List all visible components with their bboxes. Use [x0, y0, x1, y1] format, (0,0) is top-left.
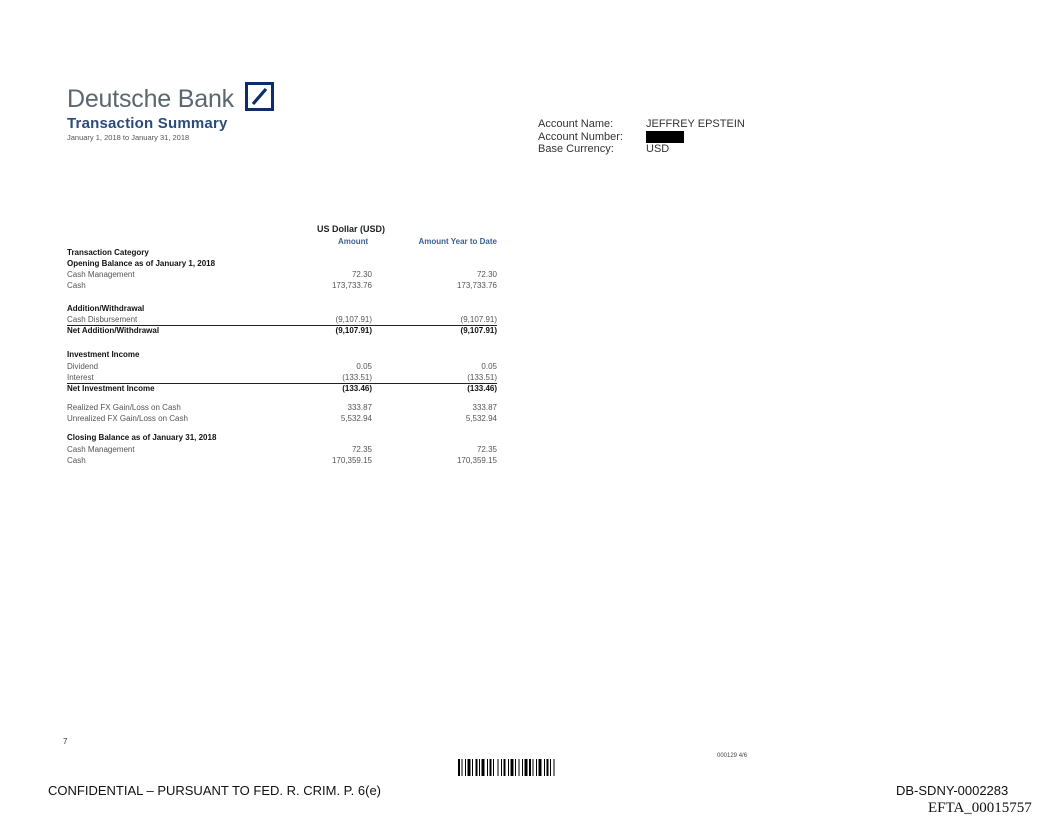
column-header-amount: Amount: [338, 237, 369, 246]
row-label: Cash Disbursement: [67, 315, 138, 324]
deutsche-bank-slash-logo-icon: [245, 82, 274, 111]
brand-name: Deutsche Bank: [67, 85, 234, 113]
row-label: Realized FX Gain/Loss on Cash: [67, 403, 181, 412]
statement-period: January 1, 2018 to January 31, 2018: [67, 133, 190, 142]
efta-number: EFTA_00015757: [928, 800, 1032, 816]
row-ytd: 170,359.15: [456, 456, 497, 465]
row-ytd: 0.05: [481, 362, 497, 371]
barcode-icon: [458, 759, 613, 776]
account-name-label: Account Name:: [538, 118, 614, 130]
table-row: [67, 326, 497, 336]
row-amount: 170,359.15: [331, 456, 372, 465]
row-label: Addition/Withdrawal: [67, 304, 145, 313]
account-info: [538, 118, 745, 156]
bates-number: DB-SDNY-0002283: [896, 783, 1009, 798]
row-amount: 72.35: [351, 445, 372, 454]
row-ytd: 72.30: [476, 270, 497, 279]
column-header-ytd: Amount Year to Date: [418, 237, 497, 246]
row-label: Unrealized FX Gain/Loss on Cash: [67, 414, 188, 423]
row-label: Investment Income: [67, 350, 140, 359]
row-ytd: 5,532.94: [465, 414, 497, 423]
row-label: Dividend: [67, 362, 99, 371]
table-row: [67, 304, 497, 314]
row-ytd: 333.87: [472, 403, 497, 412]
document-title: Transaction Summary: [67, 115, 228, 132]
table-row: [67, 373, 497, 383]
row-amount: 333.87: [347, 403, 372, 412]
account-number-row: [538, 131, 745, 144]
account-number-label: Account Number:: [538, 130, 623, 143]
table-row: [67, 433, 497, 443]
row-amount: (133.51): [342, 373, 372, 382]
table-row: [67, 403, 497, 413]
table-row: [67, 414, 497, 424]
row-ytd: (9,107.91): [460, 326, 497, 335]
row-label: Cash: [67, 456, 86, 465]
table-row: [67, 384, 497, 394]
table-row: [67, 270, 497, 280]
table-row: [67, 350, 497, 360]
confidential-notice: CONFIDENTIAL – PURSUANT TO FED. R. CRIM. P. 6(e): [48, 783, 382, 798]
row-amount: (133.46): [342, 384, 372, 393]
row-ytd: 72.35: [476, 445, 497, 454]
currency-header: US Dollar (USD): [317, 224, 386, 234]
row-amount: 173,733.76: [331, 281, 372, 290]
row-amount: 5,532.94: [340, 414, 372, 423]
brand-logo: [67, 82, 274, 113]
row-label: Net Addition/Withdrawal: [67, 326, 160, 335]
row-label: Net Investment Income: [67, 384, 155, 393]
barcode-id: 000129 4/6: [717, 753, 748, 759]
row-amount: 0.05: [356, 362, 372, 371]
row-label: Cash Management: [67, 270, 135, 279]
row-amount: (9,107.91): [335, 315, 372, 324]
table-row: [67, 281, 497, 291]
row-label: Interest: [67, 373, 94, 382]
row-ytd: (133.46): [467, 384, 497, 393]
redaction-box: [646, 131, 684, 143]
page-number: 7: [63, 737, 68, 746]
row-ytd: (9,107.91): [460, 315, 497, 324]
row-label: Cash: [67, 281, 86, 290]
account-name-value: JEFFREY EPSTEIN: [646, 118, 745, 130]
row-ytd: (133.51): [467, 373, 497, 382]
table-row: [67, 456, 497, 466]
row-label: Opening Balance as of January 1, 2018: [67, 259, 216, 268]
row-amount: (9,107.91): [335, 326, 372, 335]
base-currency-row: [538, 143, 745, 156]
table-row: [67, 362, 497, 372]
base-currency-value: USD: [646, 143, 670, 155]
account-name-row: [538, 118, 745, 131]
row-label: Transaction Category: [67, 248, 149, 257]
table-row: [67, 445, 497, 455]
table-row: [67, 259, 497, 269]
table-row: [67, 248, 497, 258]
row-label: Cash Management: [67, 445, 135, 454]
row-amount: 72.30: [351, 270, 372, 279]
table-row: [67, 315, 497, 325]
row-ytd: 173,733.76: [456, 281, 497, 290]
base-currency-label: Base Currency:: [538, 143, 614, 155]
row-label: Closing Balance as of January 31, 2018: [67, 433, 217, 442]
